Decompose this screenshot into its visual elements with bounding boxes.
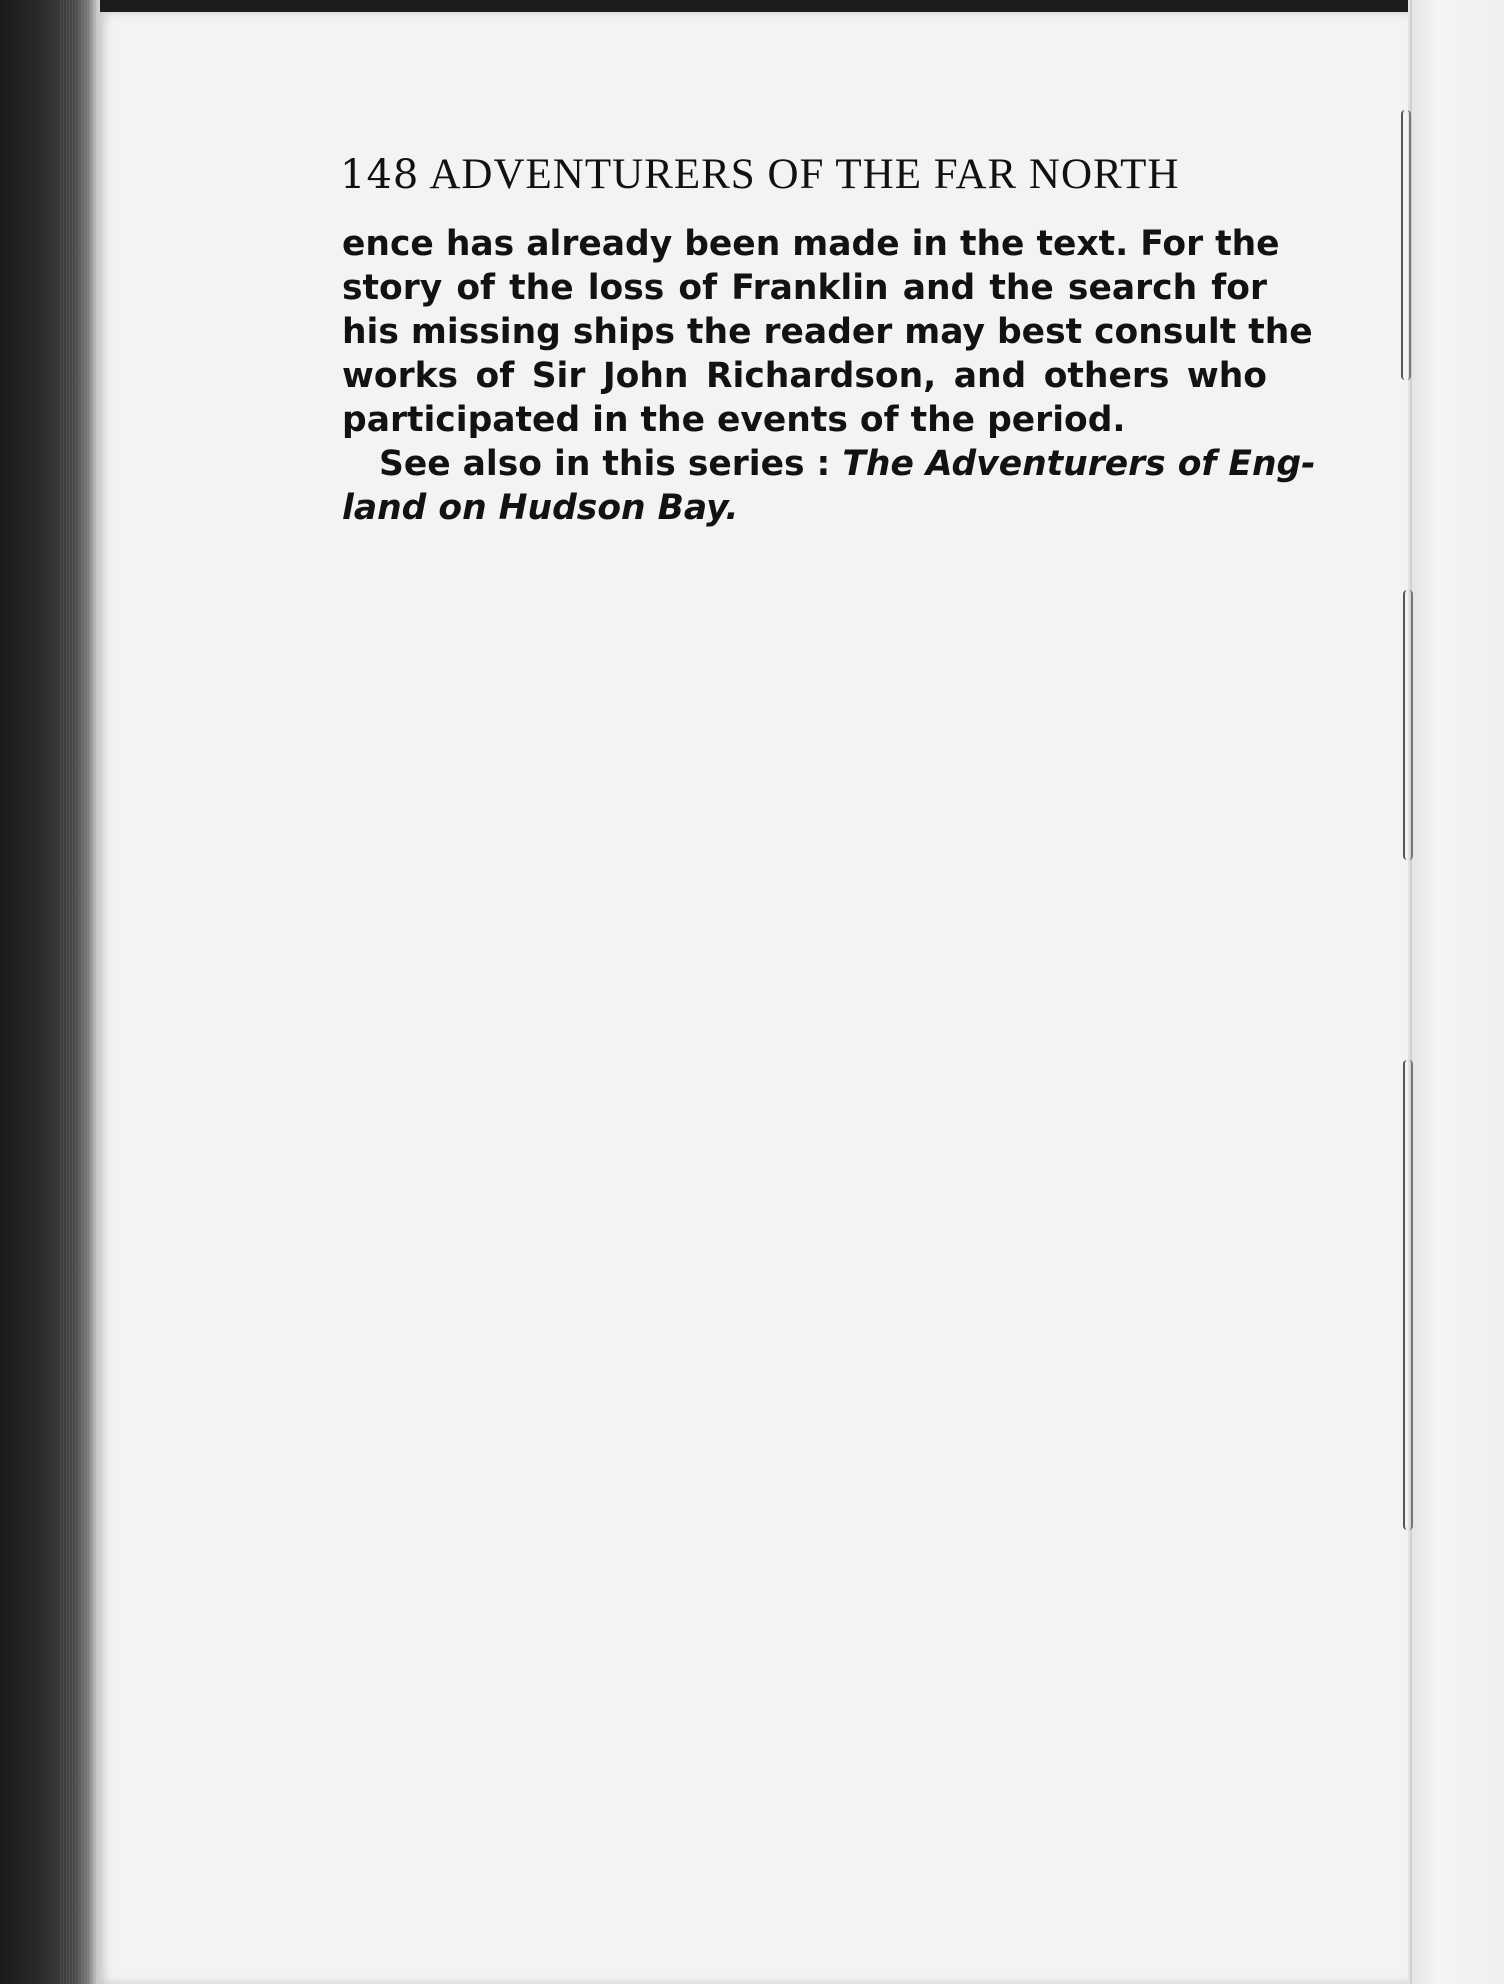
scan-top-edge [0,0,1504,12]
text-line: story of the loss of Franklin and the search for [342,268,1267,308]
book-title-part1: The Adventurers of Eng- [842,444,1316,484]
text-line: ence has already been made in the text. For the [342,224,1280,264]
clip-mark-lower [1403,1060,1413,1530]
book-title-part2: land on Hudson Bay. [342,488,739,528]
text-line: works of Sir John Richardson, and others who [342,356,1267,396]
next-page-fold [1408,0,1504,1984]
text-line: participated in the events of the period. [342,400,1126,440]
clip-mark-top [1401,110,1411,380]
page-stack [60,0,100,1984]
see-also-line [342,442,1316,486]
text-line: his missing ships the reader may best consult the [342,312,1313,352]
running-head [340,150,1265,199]
page-body [342,222,1316,530]
see-also-lead: See also in this series : [379,444,831,484]
running-head-title: ADVENTURERS OF THE FAR NORTH [429,151,1180,198]
clip-mark-middle [1403,590,1413,860]
page-number: 148 [340,152,420,198]
